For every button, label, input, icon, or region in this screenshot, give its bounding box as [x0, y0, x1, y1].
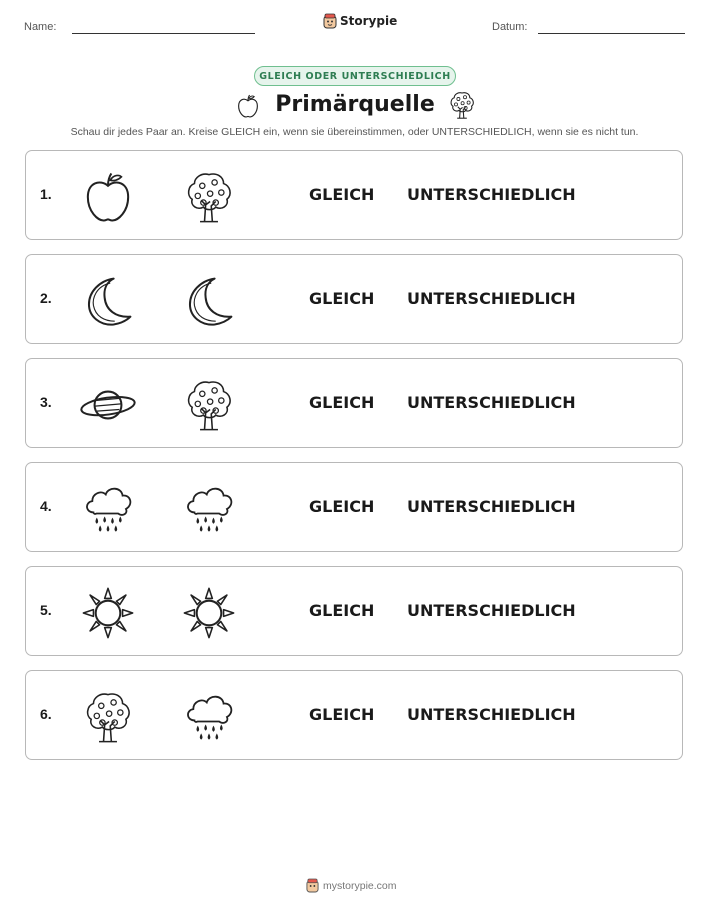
comparison-row [25, 150, 683, 240]
moon-icon [80, 273, 136, 329]
comparison-row [25, 566, 683, 656]
brand-name: Storypie [340, 14, 398, 28]
row-number: 1. [40, 186, 52, 202]
category-pill: GLEICH ODER UNTERSCHIEDLICH [254, 66, 456, 86]
option-same[interactable]: GLEICH [309, 497, 375, 516]
option-same[interactable]: GLEICH [309, 185, 375, 204]
row-number: 5. [40, 602, 52, 618]
comparison-row [25, 254, 683, 344]
option-different[interactable]: UNTERSCHIEDLICH [407, 497, 576, 516]
option-different[interactable]: UNTERSCHIEDLICH [407, 185, 576, 204]
option-same[interactable]: GLEICH [309, 289, 375, 308]
row-number: 4. [40, 498, 52, 514]
comparison-row [25, 670, 683, 760]
option-different[interactable]: UNTERSCHIEDLICH [407, 705, 576, 724]
apple-icon [80, 169, 136, 225]
comparison-row [25, 462, 683, 552]
sun-icon [181, 585, 237, 641]
rain-cloud-icon [181, 481, 237, 537]
footer [306, 878, 397, 893]
option-same[interactable]: GLEICH [309, 393, 375, 412]
name-field[interactable] [72, 33, 255, 34]
storypie-mascot-icon [323, 13, 337, 29]
tree-icon [181, 377, 237, 433]
storypie-mascot-icon [306, 878, 319, 893]
rain-cloud-icon [181, 689, 237, 745]
moon-icon [181, 273, 237, 329]
rain-cloud-icon [80, 481, 136, 537]
row-number: 6. [40, 706, 52, 722]
date-label: Datum: [492, 21, 528, 33]
row-number: 3. [40, 394, 52, 410]
option-same[interactable]: GLEICH [309, 601, 375, 620]
page-title: Primärquelle [275, 92, 435, 117]
tree-icon [181, 169, 237, 225]
option-same[interactable]: GLEICH [309, 705, 375, 724]
row-number: 2. [40, 290, 52, 306]
sun-icon [80, 585, 136, 641]
option-different[interactable]: UNTERSCHIEDLICH [407, 393, 576, 412]
option-different[interactable]: UNTERSCHIEDLICH [407, 601, 576, 620]
apple-icon [235, 92, 261, 120]
name-label: Name: [24, 21, 57, 33]
brand-logo [323, 13, 397, 29]
tree-icon [447, 89, 477, 121]
instructions: Schau dir jedes Paar an. Kreise GLEICH ein, wenn sie übereinstimmen, oder UNTERSCHIEDLICH, wenn sie es nicht tun. [70, 126, 639, 138]
planet-icon [80, 377, 136, 433]
footer-url: mystorypie.com [323, 879, 397, 892]
option-different[interactable]: UNTERSCHIEDLICH [407, 289, 576, 308]
comparison-row [25, 358, 683, 448]
tree-icon [80, 689, 136, 745]
date-field[interactable] [538, 33, 685, 34]
